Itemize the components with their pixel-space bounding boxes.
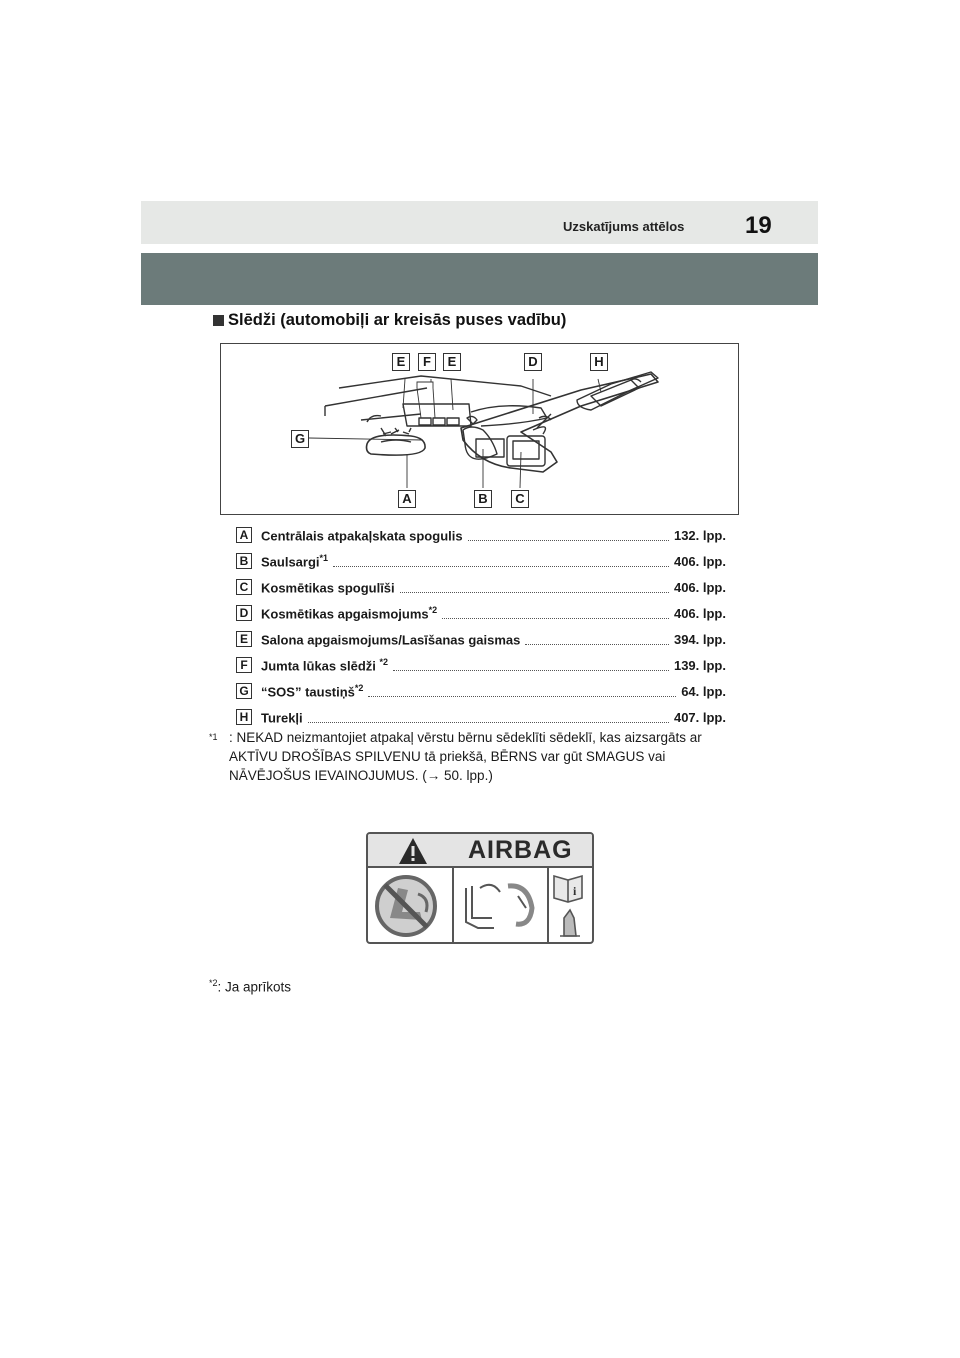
airbag-label-title: AIRBAG (468, 836, 573, 864)
callout-e-right: E (443, 353, 461, 371)
dot-leader (308, 712, 669, 723)
item-page: 132. lpp. (673, 527, 726, 543)
item-page: 406. lpp. (673, 553, 726, 569)
list-item (236, 525, 726, 545)
item-letter: C (236, 579, 252, 595)
item-label: Turekļi (261, 710, 303, 726)
item-page: 407. lpp. (673, 709, 726, 725)
header-bar (141, 201, 818, 244)
header-dark-band (141, 253, 818, 305)
overhead-switches-illustration (220, 343, 739, 515)
list-item (236, 655, 726, 675)
callout-d: D (524, 353, 542, 371)
dot-leader (333, 556, 669, 567)
dot-leader (442, 608, 669, 619)
item-page: 406. lpp. (673, 605, 726, 621)
item-label: Centrālais atpakaļskata spogulis (261, 528, 463, 544)
item-label: Salona apgaismojums/Lasīšanas gaismas (261, 632, 521, 648)
item-page: 406. lpp. (673, 579, 726, 595)
list-item (236, 681, 726, 701)
section-heading (213, 311, 566, 330)
airbag-pictograms (368, 868, 592, 944)
airbag-label-header (368, 834, 592, 868)
callout-b: B (474, 490, 492, 508)
footnote-2 (209, 978, 291, 995)
item-label: Kosmētikas apgaismojums$^{*2}$ (261, 604, 438, 622)
list-item (236, 551, 726, 571)
list-item (236, 577, 726, 597)
list-item (236, 629, 726, 649)
item-label: Saulsargi$^{*1}$ (261, 552, 329, 570)
item-letter: E (236, 631, 252, 647)
callout-f: F (418, 353, 436, 371)
page-number: 19 (745, 212, 772, 239)
callout-c: C (511, 490, 529, 508)
footnote-mark: *2 (209, 978, 218, 988)
warning-triangle-icon (398, 837, 428, 865)
item-page: 394. lpp. (673, 631, 726, 647)
item-letter: A (236, 527, 252, 543)
no-rear-facing-seat-icon (377, 877, 435, 935)
item-letter: H (236, 709, 252, 725)
manual-book-icon (554, 876, 582, 936)
item-label: Jumta lūkas slēdži $^{*2}$ (261, 656, 389, 674)
svg-text:i: i (573, 884, 577, 898)
dot-leader (525, 634, 669, 645)
dot-leader (393, 660, 669, 671)
item-letter: D (236, 605, 252, 621)
dot-leader (468, 530, 669, 541)
dot-leader (400, 582, 669, 593)
item-label: Kosmētikas spogulīši (261, 580, 395, 596)
footnote-text: : NEKAD neizmantojiet atpakaļ vērstu bērnu sēdeklīti sēdeklī, kas aizsargāts ar AKTĪVU DROŠĪBAS SPILVENU tā priekšā, BĒRNS var gūt SMAGUS vai NĀVĒJOŠUS IEVAINOJUMUS. (→ 50. lpp.) (229, 730, 702, 783)
list-item (236, 603, 726, 623)
item-letter: B (236, 553, 252, 569)
item-letter: G (236, 683, 252, 699)
airbag-warning-label (366, 832, 594, 944)
item-page: 139. lpp. (673, 657, 726, 673)
item-page: 64. lpp. (681, 683, 726, 699)
dot-leader (368, 686, 676, 697)
footnote-1 (209, 728, 739, 785)
section-heading-text: Slēdži (automobiļi ar kreisās puses vadību) (228, 311, 567, 329)
item-label: “SOS” taustiņš$^{*2}$ (261, 682, 364, 700)
callout-e-left: E (392, 353, 410, 371)
callout-a: A (398, 490, 416, 508)
callout-h: H (590, 353, 608, 371)
callout-g: G (291, 430, 309, 448)
list-item (236, 707, 726, 727)
item-letter: F (236, 657, 252, 673)
square-bullet-icon (213, 315, 224, 326)
seat-airbag-deploy-icon (466, 885, 532, 928)
footnote-mark: *1 (209, 732, 218, 742)
footnote-text: : Ja aprīkots (217, 979, 292, 995)
section-title: Uzskatījums attēlos (563, 219, 685, 234)
